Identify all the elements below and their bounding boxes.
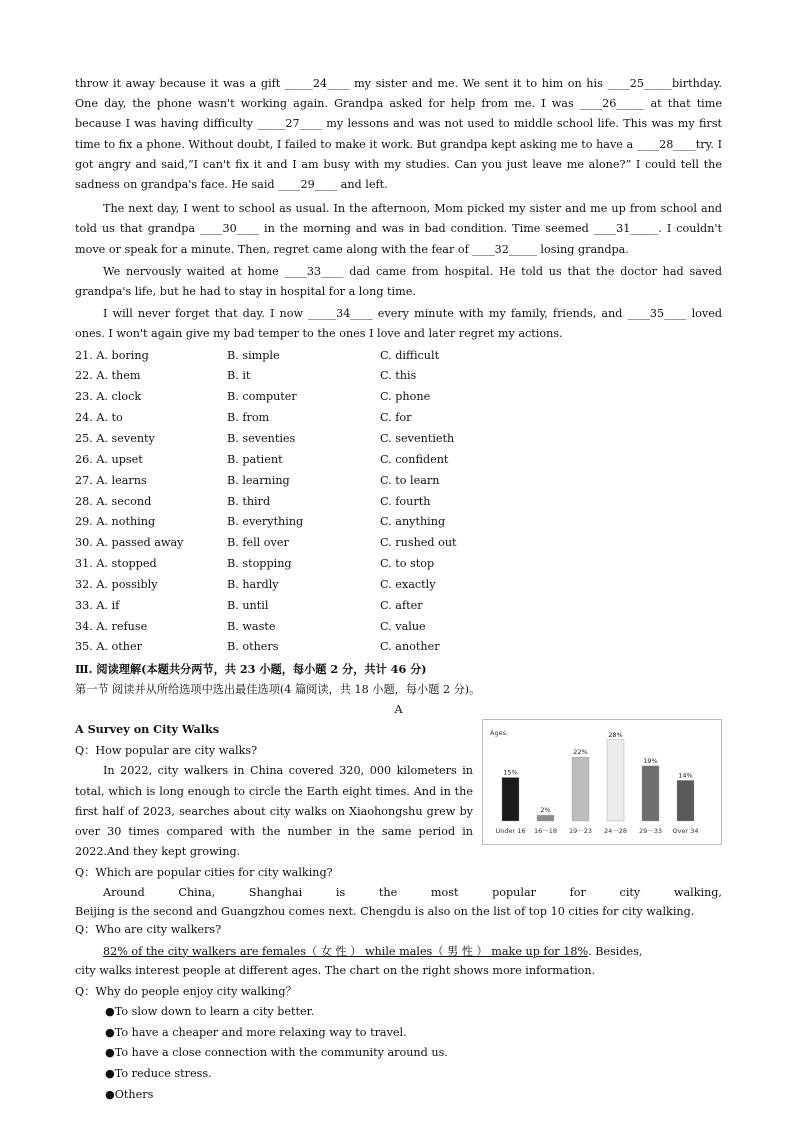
bar-value-label: 19% — [643, 757, 658, 766]
option-a: 31. A. stopped — [75, 557, 157, 571]
option-c: C. phone — [380, 390, 431, 404]
option-row — [75, 512, 722, 533]
option-a: 33. A. if — [75, 598, 120, 612]
option-a: 32. A. possibly — [75, 577, 158, 591]
option-b: B. fell over — [227, 536, 289, 550]
bar-value-label: 15% — [503, 768, 518, 777]
question-3: Q：Who are city walkers? — [75, 922, 222, 936]
option-c: C. to learn — [380, 473, 440, 487]
option-c: C. exactly — [380, 577, 436, 591]
option-b: B. simple — [227, 348, 280, 362]
category-label: 19－23 — [568, 827, 593, 836]
option-a: 24. A. to — [75, 411, 123, 425]
bar-5 — [677, 781, 694, 822]
category-label: 29－33 — [638, 827, 663, 836]
age-chart — [482, 719, 722, 845]
reason-item: ●To reduce stress. — [105, 1067, 212, 1081]
reason-item: ●Others — [105, 1087, 154, 1101]
option-row — [75, 471, 722, 492]
chart-title: Ages: — [490, 729, 509, 738]
option-b: B. until — [227, 598, 269, 612]
option-b: B. others — [227, 640, 279, 654]
option-a: 34. A. refuse — [75, 619, 148, 633]
option-b: B. learning — [227, 473, 290, 487]
option-a: 30. A. passed away — [75, 536, 184, 550]
option-row — [75, 596, 722, 617]
option-c: C. to stop — [380, 557, 435, 571]
answer-3 — [75, 942, 722, 962]
option-b: B. it — [227, 369, 251, 383]
option-c: C. difficult — [380, 348, 440, 362]
answer-1: In 2022, city walkers in China covered 320, 000 kilometers in total, which is long enough to circle the Earth eight times. And in the first half of 2023, searches about city walks on Xiaohongshu grew by over 30 times compared with the number in the same period in 2022.And they kept growing. — [75, 764, 473, 859]
option-a: 27. A. learns — [75, 473, 147, 487]
reason-item: ●To slow down to learn a city better. — [105, 1004, 315, 1018]
option-c: C. value — [380, 619, 426, 633]
reasons-list — [75, 1002, 722, 1106]
option-b: B. stopping — [227, 557, 292, 571]
passage-a — [75, 719, 722, 862]
option-a: 22. A. them — [75, 369, 141, 383]
question-4: Q：Why do people enjoy city walking？ — [75, 984, 297, 998]
reason-item: ●To have a cheaper and more relaxing way to travel. — [105, 1025, 407, 1039]
option-row — [75, 575, 722, 596]
section-subheading: 第一节 阅读并从所给选项中选出最佳选项(4 篇阅读，共 18 小题，每小题 2 分)。 — [75, 683, 481, 697]
age-bar-chart — [483, 720, 721, 844]
option-b: B. hardly — [227, 577, 279, 591]
category-label: Over 34 — [672, 827, 699, 836]
option-a: 35. A. other — [75, 640, 142, 654]
bar-3 — [607, 740, 624, 821]
option-row — [75, 387, 722, 408]
option-c: C. fourth — [380, 494, 431, 508]
option-a: 26. A. upset — [75, 452, 143, 466]
option-a: 23. A. clock — [75, 390, 142, 404]
section-heading: Ⅲ. 阅读理解(本题共分两节，共 23 小题，每小题 2 分，共计 46 分) — [75, 662, 427, 677]
option-b: B. third — [227, 494, 271, 508]
option-c: C. another — [380, 640, 440, 654]
bar-1 — [537, 815, 554, 821]
option-row — [75, 533, 722, 554]
option-b: B. waste — [227, 619, 276, 633]
option-c: C. this — [380, 369, 417, 383]
passage-title: A Survey on City Walks — [75, 722, 220, 737]
reason-item: ●To have a close connection with the community around us. — [105, 1046, 448, 1060]
option-c: C. seventieth — [380, 432, 455, 446]
option-a: 29. A. nothing — [75, 515, 156, 529]
question-1: Q：How popular are city walks? — [75, 744, 258, 758]
bar-0 — [502, 778, 519, 822]
option-c: C. confident — [380, 452, 449, 466]
option-row — [75, 617, 722, 638]
options-list — [75, 346, 722, 659]
option-row — [75, 554, 722, 575]
exam-page — [75, 74, 722, 1106]
option-row — [75, 429, 722, 450]
answer-2-line-2: Beijing is the second and Guangzhou comes next. Chengdu is also on the list of top 10 cities for city walking. — [75, 904, 695, 918]
option-a: 25. A. seventy — [75, 432, 155, 446]
bar-4 — [642, 766, 659, 821]
option-c: C. anything — [380, 515, 446, 529]
bar-value-label: 22% — [573, 748, 588, 757]
question-2: Q：Which are popular cities for city walking? — [75, 866, 333, 880]
option-b: B. seventies — [227, 432, 296, 446]
option-b: B. computer — [227, 390, 297, 404]
category-label: Under 16 — [495, 827, 526, 836]
answer-3-underlined: 82% of the city walkers are females（ 女 性 ） while males（ 男 性 ） make up for 18% — [103, 944, 589, 958]
cloze-paragraph-3: We nervously waited at home ____33____ dad came from hospital. He told us that the doctor had saved grandpa's life, but he had to stay in hospital for a long time. — [75, 264, 722, 299]
option-a: 21. A. boring — [75, 348, 149, 362]
option-row — [75, 450, 722, 471]
bar-value-label: 14% — [678, 771, 693, 780]
option-b: B. from — [227, 411, 270, 425]
option-row — [75, 637, 722, 658]
option-c: C. for — [380, 411, 412, 425]
option-b: B. everything — [227, 515, 304, 529]
answer-2-line-1: Around China, Shanghai is the most popular for city walking, — [103, 886, 722, 900]
cloze-paragraph-1: throw it away because it was a gift _____24____ my sister and me. We sent it to him on his ____25_____birthday. One day, the phone wasn't working again. Grandpa asked for help from me. I was ____26_____ at that time because I was having difficulty _____27____ my lessons and was not used to middle school life. This was my first time to fix a phone. Without doubt, I failed to make it work. But grandpa kept asking me to have a ____28____try. I got angry and said,“I can't fix it and I am busy with my studies. Can you just leave me alone?” I could tell the sadness on grandpa's face. He said ____29____ and left. — [75, 77, 722, 192]
option-row — [75, 408, 722, 429]
bar-value-label: 28% — [608, 731, 623, 740]
category-label: 24－28 — [603, 827, 628, 836]
answer-3-line-2: city walks interest people at different ages. The chart on the right shows more information. — [75, 963, 596, 977]
option-a: 28. A. second — [75, 494, 152, 508]
bar-value-label: 2% — [540, 806, 551, 815]
option-b: B. patient — [227, 452, 283, 466]
bar-2 — [572, 757, 589, 821]
cloze-passage — [75, 74, 722, 345]
passage-letter: A — [394, 703, 403, 717]
category-label: 16－18 — [533, 827, 558, 836]
cloze-paragraph-2: The next day, I went to school as usual. In the afternoon, Mom picked my sister and me up from school and told us that grandpa ____30____ in the morning and was in bad condition. Time seemed ____31_____. I couldn't move or speak for a minute. Then, regret came along with the fear of ____32_____ losing grandpa. — [75, 202, 722, 256]
option-c: C. rushed out — [380, 536, 457, 550]
option-c: C. after — [380, 598, 423, 612]
cloze-paragraph-4: I will never forget that day. I now _____34____ every minute with my family, friends, and ____35____ loved ones. I won't again give my bad temper to the ones I love and later regret my actions. — [75, 307, 722, 341]
option-row — [75, 492, 722, 513]
option-row — [75, 346, 722, 367]
option-row — [75, 366, 722, 387]
answer-3-rest: . Besides, — [588, 944, 643, 958]
